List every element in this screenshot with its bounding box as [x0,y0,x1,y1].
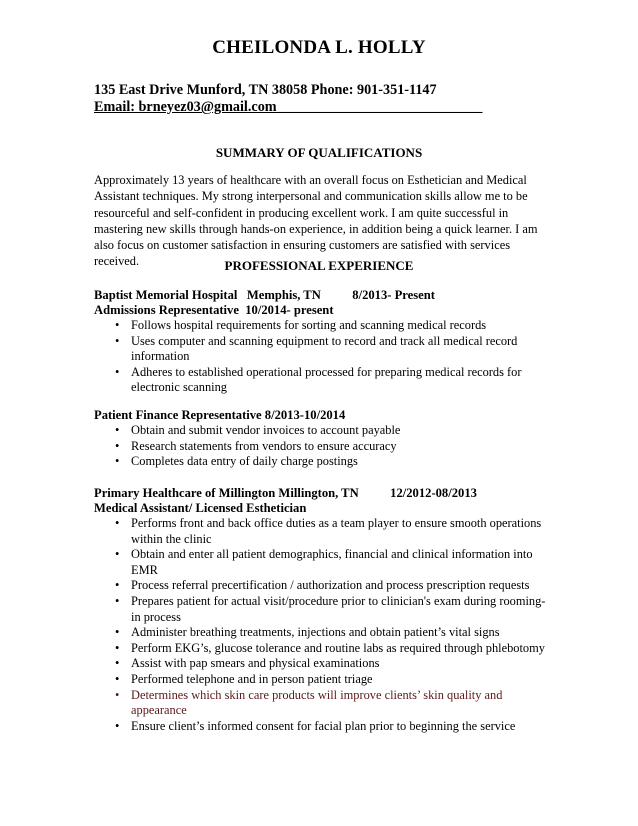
duty-text: Obtain and enter all patient demographics, financial and clinical information into EMR [131,547,533,577]
bullet-icon: • [115,687,120,702]
list-item [94,672,554,688]
duty-text: Ensure client’s informed consent for facial plan prior to beginning the service [131,718,516,733]
duty-text: Completes data entry of daily charge postings [131,454,358,469]
list-item [94,454,554,470]
list-item [94,688,554,719]
summary-heading: SUMMARY OF QUALIFICATIONS [215,145,423,160]
list-item [94,439,554,455]
duty-text: Uses computer and scanning equipment to record and track all medical record information [131,333,518,364]
list-item [94,423,554,439]
list-item [94,334,554,365]
duty-text: Process referral precertification / authorization and process prescription requests [131,578,530,593]
job-3-duties [94,516,554,734]
list-item [94,656,554,672]
email-line[interactable]: Email: brneyez03@gmail.com_____________________________ [94,99,483,115]
list-item [94,594,554,625]
bullet-icon: • [115,547,120,562]
list-item [94,547,554,578]
duty-text: Perform EKG’s, glucose tolerance and routine labs as required through phlebotomy [131,640,545,655]
list-item [94,365,554,396]
duty-text: Administer breathing treatments, injections and obtain patient’s vital signs [131,625,500,640]
experience-heading: PROFESSIONAL EXPERIENCE [224,258,414,273]
address-phone-line: 135 East Drive Munford, TN 38058 Phone: 901-351-1147 [94,82,437,98]
list-item [94,625,554,641]
duty-text: Assist with pap smears and physical examinations [131,656,380,671]
candidate-name: CHEILONDA L. HOLLY [212,37,426,58]
list-item [94,641,554,657]
bullet-icon: • [115,438,120,453]
bullet-icon: • [115,333,120,348]
bullet-icon: • [115,318,120,332]
bullet-icon: • [115,671,120,686]
list-item [94,719,554,735]
bullet-icon: • [115,423,120,437]
bullet-icon: • [115,640,120,655]
job-1-duties [94,318,554,396]
bullet-icon: • [115,625,120,640]
bullet-icon: • [115,718,120,733]
bullet-icon: • [115,364,120,379]
duty-text: Performed telephone and in person patient triage [131,671,373,686]
list-item [94,516,554,547]
job-2-title-line: Patient Finance Representative 8/2013-10/2014 [94,408,346,422]
list-item [94,318,554,334]
duty-text: Obtain and submit vendor invoices to account payable [131,423,401,437]
job-1-title-line: Admissions Representative 10/2014- present [94,303,334,317]
job-3-title-line: Medical Assistant/ Licensed Esthetician [94,501,307,515]
job-3-employer-line: Primary Healthcare of Millington Millington, TN 12/2012-08/2013 [94,486,477,500]
bullet-icon: • [115,454,120,469]
list-item [94,578,554,594]
job-2-duties [94,423,554,470]
duty-text: Research statements from vendors to ensure accuracy [131,438,397,453]
duty-text: Prepares patient for actual visit/procedure prior to clinician's exam during rooming-in process [131,593,546,624]
duty-text: Determines which skin care products will improve clients’ skin quality and appearance [131,687,503,718]
bullet-icon: • [115,593,120,608]
duty-text: Performs front and back office duties as a team player to ensure smooth operations within the clinic [131,516,542,546]
duty-text: Adheres to established operational processed for preparing medical records for electronic scanning [131,364,522,395]
duty-text: Follows hospital requirements for sorting and scanning medical records [131,318,487,332]
bullet-icon: • [115,656,120,671]
job-1-employer-line: Baptist Memorial Hospital Memphis, TN 8/2013- Present [94,288,435,302]
summary-paragraph: Approximately 13 years of healthcare with an overall focus on Esthetician and Medical Assistant techniques. My strong interpersonal and communication skills allow me to be resourceful and self-confident in producing excellent work. I am quite successful in mastering new skills through hands-on experience, in addition being a quick learner. I am also focus on customer satisfaction in ensuring customers are satisfied with services received. [94,173,538,269]
bullet-icon: • [115,516,120,530]
bullet-icon: • [115,578,120,593]
